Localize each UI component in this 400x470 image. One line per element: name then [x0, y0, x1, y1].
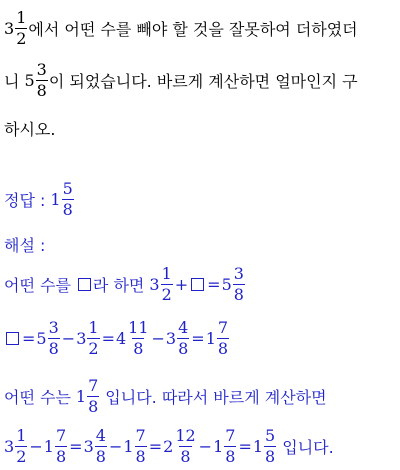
problem-line-2	[4, 60, 396, 100]
fraction: $\frac{5}{8}$	[62, 178, 73, 219]
equals-sign: =	[238, 436, 252, 456]
fraction: $\frac{3}{8}$	[233, 263, 244, 304]
answer-line	[4, 180, 396, 218]
whole-number: 1	[123, 436, 134, 456]
problem-text-2b: 이 되었습니다. 바르게 계산하면 얼마인지 구	[48, 71, 358, 91]
fraction: $\frac{1}{2}$	[16, 425, 27, 466]
fraction: $\frac{1}{2}$	[88, 317, 99, 358]
whole-number: 4	[115, 328, 127, 348]
problem-line-1	[4, 8, 396, 48]
whole-number: 1	[205, 328, 216, 348]
whole-number: 3	[165, 328, 177, 348]
whole-number: 3	[4, 18, 15, 38]
whole-number: 2	[163, 436, 174, 456]
whole-number: 1	[213, 436, 224, 456]
whole-number: 5	[24, 70, 35, 90]
blank-box	[191, 278, 204, 291]
equals-sign: =	[148, 436, 163, 456]
whole-number: 1	[50, 189, 61, 209]
fraction: $\frac{3}{8}$	[36, 59, 47, 100]
whole-number: 3	[4, 436, 15, 456]
equals-sign: =	[69, 436, 83, 456]
whole-number: 1	[252, 436, 264, 456]
explanation-step-2	[4, 318, 396, 358]
fraction: $\frac{7}{8}$	[225, 425, 236, 466]
minus-sign: −	[151, 328, 165, 348]
problem-line-3	[4, 116, 396, 140]
equals-sign: =	[191, 328, 205, 348]
minus-sign: −	[198, 436, 213, 456]
fraction: $\frac{3}{8}$	[48, 317, 59, 358]
plus-sign: +	[174, 274, 189, 294]
fraction: $\frac{5}{8}$	[265, 425, 276, 466]
fraction: $\frac{12}{8}$	[175, 425, 196, 466]
explanation-step-3	[4, 376, 396, 416]
fraction: $\frac{1}{2}$	[16, 7, 27, 48]
minus-sign: −	[108, 436, 123, 456]
problem-text-3: 하시오.	[4, 119, 56, 139]
equals-sign: =	[207, 274, 221, 294]
fraction: $\frac{7}{8}$	[55, 425, 67, 466]
problem-text-2a: 니	[4, 71, 20, 91]
answer-label: 정답 :	[4, 190, 46, 210]
explanation-label-line	[4, 232, 396, 256]
whole-number: 5	[36, 328, 47, 348]
fraction: $\frac{4}{8}$	[95, 425, 106, 466]
step-text: 어떤 수는	[4, 387, 71, 407]
fraction: $\frac{4}{8}$	[178, 317, 189, 358]
equals-sign: =	[22, 328, 36, 348]
fraction: $\frac{7}{8}$	[135, 425, 146, 466]
whole-number: 5	[221, 274, 232, 294]
whole-number: 3	[83, 436, 94, 456]
whole-number: 1	[43, 436, 54, 456]
explanation-label: 해설 :	[4, 235, 46, 255]
fraction: $\frac{7}{8}$	[88, 375, 99, 416]
explanation-step-1	[4, 264, 396, 304]
step-text: 입니다.	[282, 437, 334, 457]
minus-sign: −	[29, 436, 43, 456]
step-text: 입니다. 따라서 바르게 계산하면	[105, 387, 327, 407]
minus-sign: −	[61, 328, 76, 348]
problem-text-1: 에서 어떤 수를 빼야 할 것을 잘못하여 더하였더	[28, 19, 358, 39]
explanation-step-4	[4, 426, 396, 466]
fraction: $\frac{1}{2}$	[161, 263, 172, 304]
whole-number: 3	[149, 274, 160, 294]
step-text: 라 하면	[92, 275, 145, 295]
blank-box	[78, 278, 91, 291]
blank-box	[6, 332, 19, 345]
fraction: $\frac{7}{8}$	[217, 317, 229, 358]
step-text: 어떤 수를	[4, 275, 71, 295]
fraction: $\frac{11}{8}$	[128, 317, 149, 358]
whole-number: 1	[75, 386, 87, 406]
equals-sign: =	[101, 328, 115, 348]
whole-number: 3	[76, 328, 87, 348]
